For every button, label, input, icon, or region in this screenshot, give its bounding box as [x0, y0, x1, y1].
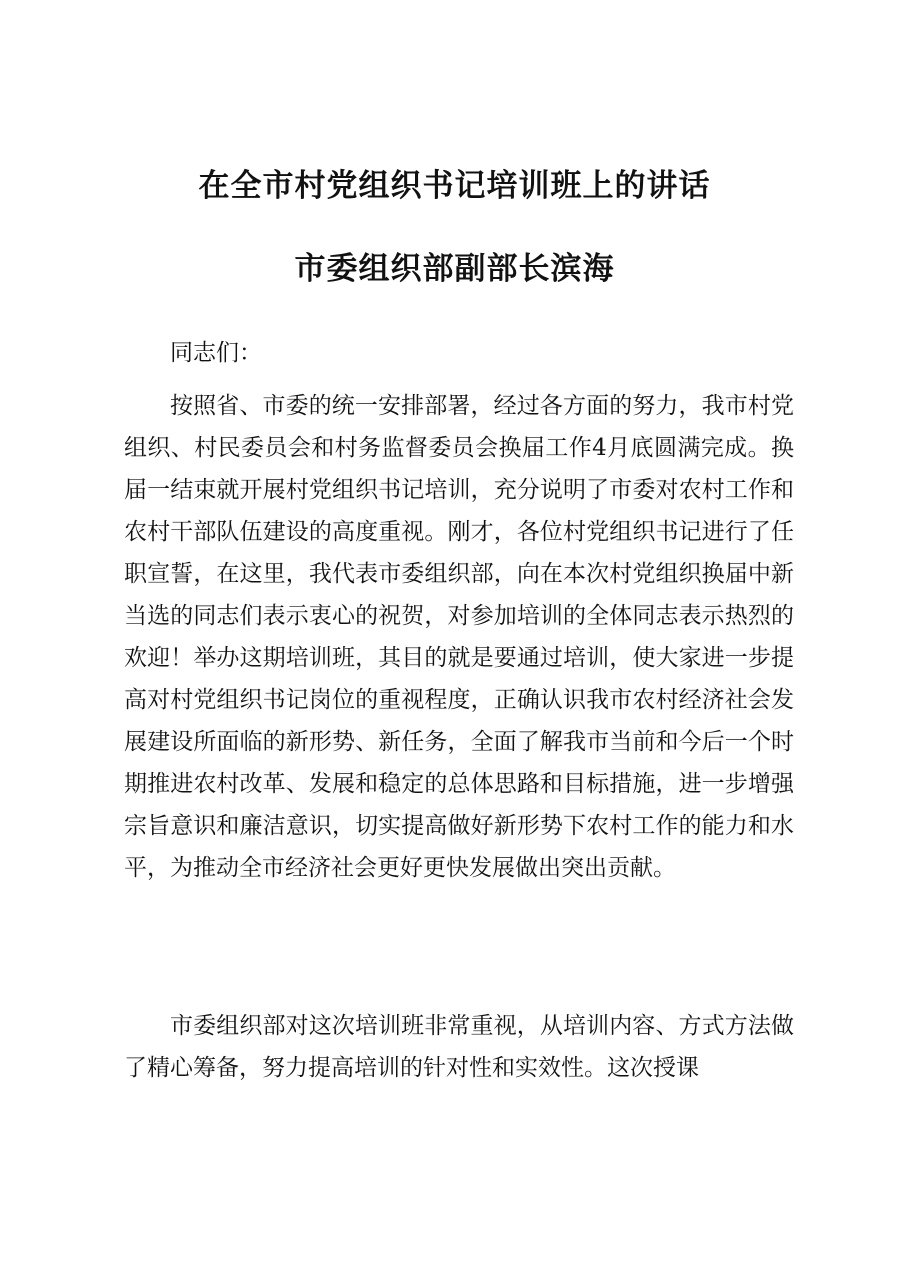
document-title: 在全市村党组织书记培训班上的讲话: [198, 168, 711, 204]
salutation: 同志们：: [170, 340, 262, 366]
paragraph-1: 按照省、市委的统一安排部署，经过各方面的努力，我市村党组织、村民委员会和村务监督委员会换届工作4月底圆满完成。换届一结束就开展村党组织书记培训，充分说明了市委对农村工作和农村干部队伍建设的高度重视。刚才，各位村党组织书记进行了任职宣誓，在这里，我代表市委组织部，向在本次村党组织换届中新当选的同志们表示衷心的祝贺，对参加培训的全体同志表示热烈的欢迎！举办这期培训班，其目的就是要通过培训，使大家进一步提高对村党组织书记岗位的重视程度，正确认识我市农村经济社会发展建设所面临的新形势、新任务，全面了解我市当前和今后一个时期推进农村改革、发展和稳定的总体思路和目标措施，进一步增强宗旨意识和廉洁意识，切实提高做好新形势下农村工作的能力和水平，为推动全市经济社会更好更快发展做出突出贡献。: [124, 393, 794, 881]
document-subtitle: 市委组织部副部长滨海: [294, 251, 615, 287]
paragraph-2: 市委组织部对这次培训班非常重视，从培训内容、方式方法做了精心筹备，努力提高培训的针对性和实效性。这次授课: [124, 1013, 794, 1081]
